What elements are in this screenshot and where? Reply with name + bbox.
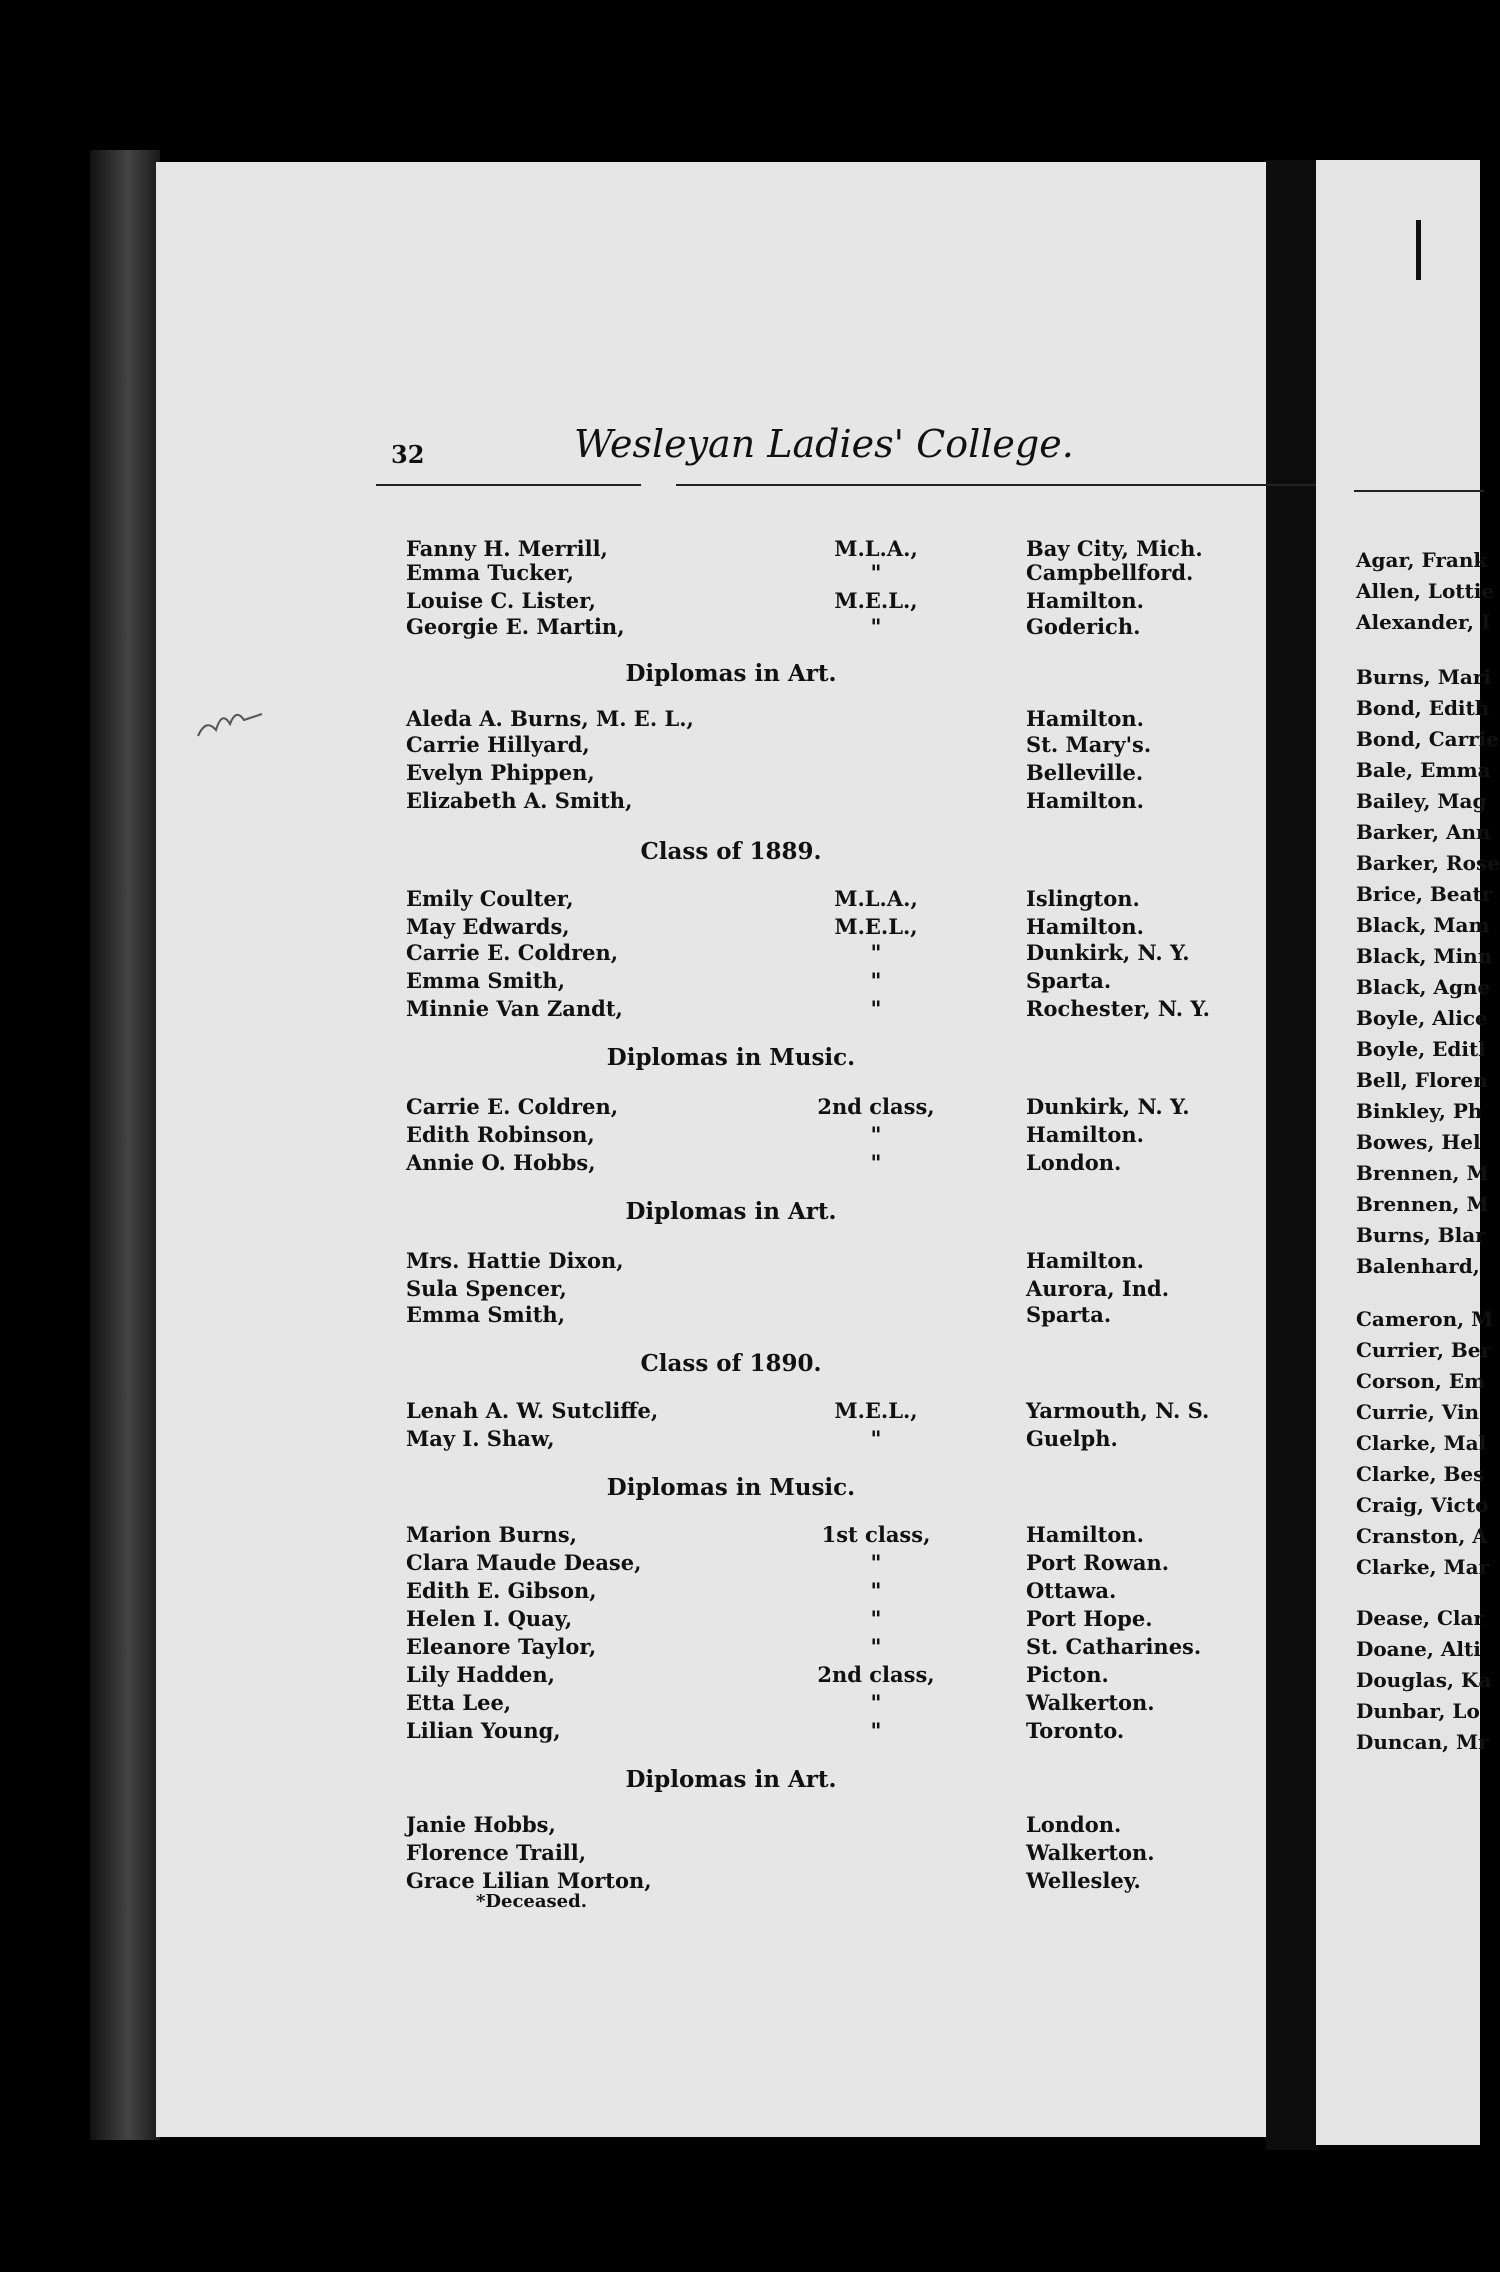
graduate-hometown: Hamilton. [1026,914,1144,939]
graduate-name: Minnie Van Zandt, [406,996,623,1021]
graduate-row [156,1606,1266,1636]
graduate-hometown: London. [1026,1150,1122,1175]
graduate-degree: " [870,1578,882,1603]
section-heading-text: Diplomas in Music. [606,1474,856,1501]
right-page-entry: Boyle, Alice [1356,1006,1488,1030]
graduate-name: Janie Hobbs, [406,1812,556,1837]
right-page-entry: Barker, Ann [1356,820,1491,844]
graduate-name: Helen I. Quay, [406,1606,573,1631]
graduate-row [156,1248,1266,1278]
graduate-hometown: St. Catharines. [1026,1634,1202,1659]
graduate-name: Mrs. Hattie Dixon, [406,1248,624,1273]
graduate-hometown: London. [1026,1812,1122,1837]
graduate-row [156,1812,1266,1842]
graduate-hometown: Hamilton. [1026,1522,1144,1547]
right-page-entry: Allen, Lottie [1356,579,1495,603]
right-page-entry: Agar, Frank [1356,548,1488,572]
graduate-hometown: Rochester, N. Y. [1026,996,1210,1021]
right-page-entry: Burns, Mari [1356,665,1491,689]
right-page-entry: Brennen, M [1356,1161,1489,1185]
section-heading-text: Diplomas in Art. [625,1198,837,1225]
right-page-entry: Brennen, M [1356,1192,1489,1216]
right-page-entry: Boyle, Editl [1356,1037,1486,1061]
book-spine [90,150,160,2140]
graduate-name: Sula Spencer, [406,1276,567,1301]
graduate-name: Fanny H. Merrill, [406,536,608,561]
graduate-hometown: Hamilton. [1026,1122,1144,1147]
graduate-hometown: Aurora, Ind. [1026,1276,1170,1301]
graduate-name: Grace Lilian Morton, [406,1868,652,1893]
right-page-entry: Cranston, A [1356,1524,1488,1548]
section-heading [156,1350,1266,1377]
right-page-entry: Bowes, Hel [1356,1130,1481,1154]
graduate-degree: M.E.L., [834,914,918,939]
right-page-entry: Barker, Rose [1356,851,1500,875]
graduate-degree: M.L.A., [834,886,918,911]
graduate-name: Lenah A. W. Sutcliffe, [406,1398,659,1423]
graduate-hometown: Walkerton. [1026,1840,1155,1865]
graduate-row [156,1578,1266,1608]
graduate-degree: " [870,1150,882,1175]
graduate-degree: " [870,968,882,993]
graduate-name: Etta Lee, [406,1690,512,1715]
margin-stroke [1416,220,1421,280]
section-heading [156,838,1266,865]
right-page-entry: Black, Minn [1356,944,1493,968]
graduate-degree: " [870,1690,882,1715]
graduate-name: Emma Smith, [406,968,566,993]
running-title: Wesleyan Ladies' College. [574,422,1074,466]
graduate-row [156,760,1266,790]
graduate-degree: " [870,940,882,965]
graduate-hometown: Port Hope. [1026,1606,1153,1631]
right-page-entry: Bale, Emma [1356,758,1491,782]
graduate-hometown: Walkerton. [1026,1690,1155,1715]
right-page-entry: Clarke, Bes [1356,1462,1485,1486]
graduate-degree: " [870,1606,882,1631]
right-page-entry: Black, Mam [1356,913,1490,937]
graduate-degree: 1st class, [821,1522,931,1547]
right-page-entry: Clarke, Mal [1356,1431,1487,1455]
graduate-hometown: Yarmouth, N. S. [1026,1398,1210,1423]
graduate-degree: " [870,560,882,585]
graduate-degree: " [870,1718,882,1743]
graduate-name: Emma Smith, [406,1302,566,1327]
right-page-entry: Brice, Beatr [1356,882,1493,906]
graduate-name: Clara Maude Dease, [406,1550,642,1575]
graduate-name: Emma Tucker, [406,560,574,585]
graduate-hometown: Goderich. [1026,614,1141,639]
graduate-hometown: Hamilton. [1026,588,1144,613]
right-page-entry: Dunbar, Lo [1356,1699,1480,1723]
section-heading [156,660,1266,687]
graduate-hometown: Sparta. [1026,1302,1112,1327]
section-heading [156,1474,1266,1501]
graduate-hometown: Sparta. [1026,968,1112,993]
graduate-row [156,1550,1266,1580]
right-page-entry: Alexander, I [1356,610,1491,634]
section-heading-text: Diplomas in Art. [625,1766,837,1793]
section-heading-text: Class of 1890. [640,1350,822,1377]
right-header-rule [1354,490,1484,492]
graduate-row [156,560,1266,590]
graduate-name: Edith Robinson, [406,1122,595,1147]
graduate-hometown: Campbellford. [1026,560,1194,585]
graduate-row [156,732,1266,762]
footnote: *Deceased. [476,1891,587,1912]
graduate-hometown: Guelph. [1026,1426,1118,1451]
graduate-row [156,614,1266,644]
page-number: 32 [391,440,425,469]
graduate-row [156,1690,1266,1720]
section-heading-text: Class of 1889. [640,838,822,865]
right-page-entry: Dease, Clar [1356,1606,1484,1630]
right-page-entry: Doane, Alti [1356,1637,1481,1661]
right-page-entry: Corson, Em [1356,1369,1486,1393]
graduate-name: Carrie E. Coldren, [406,1094,619,1119]
graduate-degree: " [870,1122,882,1147]
right-page-entry: Balenhard, [1356,1254,1480,1278]
right-page-entry: Bond, Carrie [1356,727,1499,751]
right-page-entry: Cameron, M [1356,1307,1494,1331]
graduate-name: Carrie E. Coldren, [406,940,619,965]
right-page-entry: Clarke, Mar [1356,1555,1490,1579]
section-heading [156,1044,1266,1071]
right-page-entry: Black, Agne [1356,975,1491,999]
graduate-degree: " [870,996,882,1021]
graduate-row [156,1718,1266,1748]
graduate-hometown: Hamilton. [1026,788,1144,813]
graduate-row [156,886,1266,916]
section-heading [156,1766,1266,1793]
graduate-hometown: Wellesley. [1026,1868,1141,1893]
graduate-row [156,1302,1266,1332]
graduate-row [156,1398,1266,1428]
right-page-entry: Currier, Ber [1356,1338,1492,1362]
right-page-entry: Craig, Victo [1356,1493,1489,1517]
graduate-name: Aleda A. Burns, M. E. L., [406,706,694,731]
graduate-degree: 2nd class, [817,1662,935,1687]
graduate-row [156,1426,1266,1456]
graduate-name: Marion Burns, [406,1522,577,1547]
graduate-hometown: Hamilton. [1026,706,1144,731]
section-heading [156,1198,1266,1225]
graduate-hometown: Dunkirk, N. Y. [1026,1094,1190,1119]
graduate-hometown: Hamilton. [1026,1248,1144,1273]
right-page-entry: Douglas, Ka [1356,1668,1492,1692]
right-page-entry: Bailey, Mag [1356,789,1487,813]
right-page-entry: Burns, Blar [1356,1223,1486,1247]
graduate-degree: " [870,1426,882,1451]
graduate-name: Georgie E. Martin, [406,614,625,639]
graduate-row [156,1122,1266,1152]
graduate-name: Elizabeth A. Smith, [406,788,633,813]
graduate-row [156,1840,1266,1870]
graduate-name: Annie O. Hobbs, [406,1150,596,1175]
graduate-hometown: Bay City, Mich. [1026,536,1203,561]
right-page [1316,160,1500,2145]
graduate-name: Louise C. Lister, [406,588,596,613]
graduate-name: Lilian Young, [406,1718,561,1743]
graduate-degree: 2nd class, [817,1094,935,1119]
graduate-row [156,940,1266,970]
graduate-hometown: Belleville. [1026,760,1144,785]
page-gutter [1266,160,1316,2150]
graduate-degree: " [870,614,882,639]
graduate-name: Edith E. Gibson, [406,1578,597,1603]
graduate-hometown: Port Rowan. [1026,1550,1170,1575]
graduate-name: Florence Traill, [406,1840,587,1865]
graduate-row [156,1150,1266,1180]
graduate-degree: M.E.L., [834,1398,918,1423]
graduate-row [156,996,1266,1026]
graduate-hometown: Ottawa. [1026,1578,1117,1603]
graduate-hometown: Islington. [1026,886,1140,911]
section-heading-text: Diplomas in Music. [606,1044,856,1071]
graduate-degree: " [870,1634,882,1659]
graduate-degree: " [870,1550,882,1575]
graduate-row [156,1634,1266,1664]
graduate-name: Carrie Hillyard, [406,732,590,757]
right-page-entry: Currie, Vin [1356,1400,1480,1424]
graduate-name: Lily Hadden, [406,1662,555,1687]
header-rule-right [676,484,1366,486]
graduate-hometown: Toronto. [1026,1718,1125,1743]
graduate-hometown: Picton. [1026,1662,1109,1687]
graduate-row [156,788,1266,818]
graduate-degree: M.E.L., [834,588,918,613]
section-heading-text: Diplomas in Art. [625,660,837,687]
header-rule-left [376,484,641,486]
graduate-hometown: Dunkirk, N. Y. [1026,940,1190,965]
left-page [156,162,1266,2137]
graduate-name: Eleanore Taylor, [406,1634,597,1659]
graduate-row [156,1868,1266,1898]
page-header [156,420,1266,480]
right-page-entry: Binkley, Ph [1356,1099,1483,1123]
graduate-name: Evelyn Phippen, [406,760,595,785]
graduate-name: May I. Shaw, [406,1426,555,1451]
right-page-entry: Duncan, Mr [1356,1730,1489,1754]
graduate-row [156,1662,1266,1692]
right-page-entry: Bond, Edith [1356,696,1490,720]
graduate-degree: M.L.A., [834,536,918,561]
graduate-name: May Edwards, [406,914,570,939]
graduate-row [156,968,1266,998]
graduate-row [156,1522,1266,1552]
graduate-row [156,1094,1266,1124]
graduate-name: Emily Coulter, [406,886,574,911]
graduate-hometown: St. Mary's. [1026,732,1152,757]
right-page-entry: Bell, Floren [1356,1068,1488,1092]
